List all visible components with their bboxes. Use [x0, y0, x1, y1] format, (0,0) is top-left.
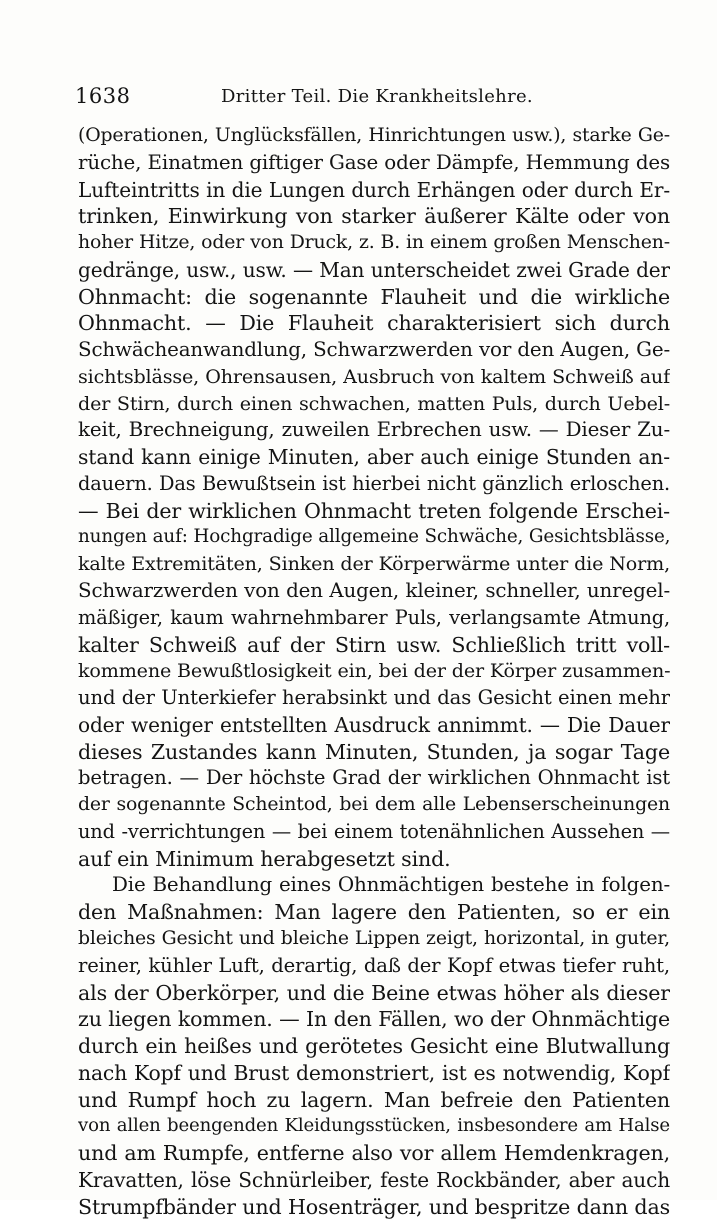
text-line: (Operationen, Unglücksfällen, Hinrichtungen usw.), starke Ge-: [78, 125, 670, 146]
text-line: dauern. Das Bewußtsein ist hierbei nicht gänzlich erloschen.: [78, 471, 670, 495]
page-number: 1638: [75, 84, 131, 108]
text-line: den Maßnahmen: Man lagere den Patienten, so er ein: [78, 900, 670, 925]
text-line: sichtsblässe, Ohrensausen, Ausbruch von kaltem Schweiß auf: [78, 364, 670, 388]
text-line: der sogenannte Scheintod, bei dem alle Lebenserscheinungen: [78, 794, 670, 816]
text-line: kalter Schweiß auf der Stirn usw. Schließlich tritt voll-: [78, 632, 670, 657]
text-line: Ohnmacht: die sogenannte Flauheit und die wirkliche: [78, 284, 670, 309]
text-line: Strumpfbänder und Hosenträger, und bespritze dann das: [78, 1194, 670, 1219]
text-line: hoher Hitze, oder von Druck, z. B. in einem großen Menschen-: [78, 232, 670, 254]
text-line: als der Oberkörper, und die Beine etwas höher als dieser: [78, 980, 670, 1005]
text-line: kommene Bewußtlosigkeit ein, bei der der Körper zusammen-: [78, 659, 670, 683]
paragraph-start-line: Die Behandlung eines Ohnmächtigen bestehe in folgen-: [112, 873, 670, 897]
text-line: Schwächeanwandlung, Schwarzwerden vor den Augen, Ge-: [78, 338, 670, 362]
text-line: Schwarzwerden von den Augen, kleiner, schneller, unregel-: [78, 579, 670, 603]
text-line: rüche, Einatmen giftiger Gase oder Dämpfe, Hemmung des: [78, 150, 670, 174]
text-line: nungen auf: Hochgradige allgemeine Schwäche, Gesichtsblässe,: [78, 526, 670, 548]
text-line: Lufteintritts in die Lungen durch Erhängen oder durch Er-: [78, 177, 670, 202]
text-line: trinken, Einwirkung von starker äußerer Kälte oder von: [78, 204, 670, 229]
text-line: durch ein heißes und gerötetes Gesicht eine Blutwallung: [78, 1034, 670, 1059]
text-line: keit, Brechneigung, zuweilen Erbrechen usw. — Dieser Zu-: [78, 418, 670, 442]
paragraph-end-line: auf ein Minimum herabgesetzt sind.: [78, 846, 451, 871]
text-line: Kravatten, löse Schnürleiber, feste Rockbänder, aber auch: [78, 1167, 670, 1192]
text-line: und am Rumpfe, entferne also vor allem Hemdenkragen,: [78, 1141, 670, 1166]
text-line: betragen. — Der höchste Grad der wirklichen Ohnmacht ist: [78, 766, 670, 790]
text-line: von allen beengenden Kleidungsstücken, insbesondere am Halse: [78, 1115, 670, 1137]
text-line: Ohnmacht. — Die Flauheit charakterisiert sich durch: [78, 311, 670, 336]
text-line: oder weniger entstellten Ausdruck annimmt. — Die Dauer: [78, 712, 670, 737]
text-line: mäßiger, kaum wahrnehmbarer Puls, verlangsamte Atmung,: [78, 605, 670, 629]
text-line: und -verrichtungen — bei einem totenähnlichen Aussehen —: [78, 819, 670, 843]
text-line: der Stirn, durch einen schwachen, matten Puls, durch Uebel-: [78, 391, 670, 415]
text-line: kalte Extremitäten, Sinken der Körperwärme unter die Norm,: [78, 552, 670, 576]
text-line: zu liegen kommen. — In den Fällen, wo der Ohnmächtige: [78, 1007, 670, 1032]
text-line: nach Kopf und Brust demonstriert, ist es notwendig, Kopf: [78, 1060, 670, 1085]
text-line: reiner, kühler Luft, derartig, daß der Kopf etwas tiefer ruht,: [78, 953, 670, 977]
page-header: [75, 84, 675, 114]
body-text: [78, 123, 670, 1220]
text-line: stand kann einige Minuten, aber auch einige Stunden an-: [78, 445, 670, 470]
text-line: und der Unterkiefer herabsinkt und das Gesicht einen mehr: [78, 686, 670, 710]
text-line: gedränge, usw., usw. — Man unterscheidet zwei Grade der: [78, 257, 670, 282]
text-line: dieses Zustandes kann Minuten, Stunden, ja sogar Tage: [78, 739, 670, 764]
text-line: bleiches Gesicht und bleiche Lippen zeigt, horizontal, in guter,: [78, 927, 670, 949]
running-head: Dritter Teil. Die Krankheitslehre.: [221, 86, 533, 107]
text-line: — Bei der wirklichen Ohnmacht treten folgende Erschei-: [78, 498, 670, 523]
text-line: und Rumpf hoch zu lagern. Man befreie den Patienten: [78, 1087, 670, 1112]
